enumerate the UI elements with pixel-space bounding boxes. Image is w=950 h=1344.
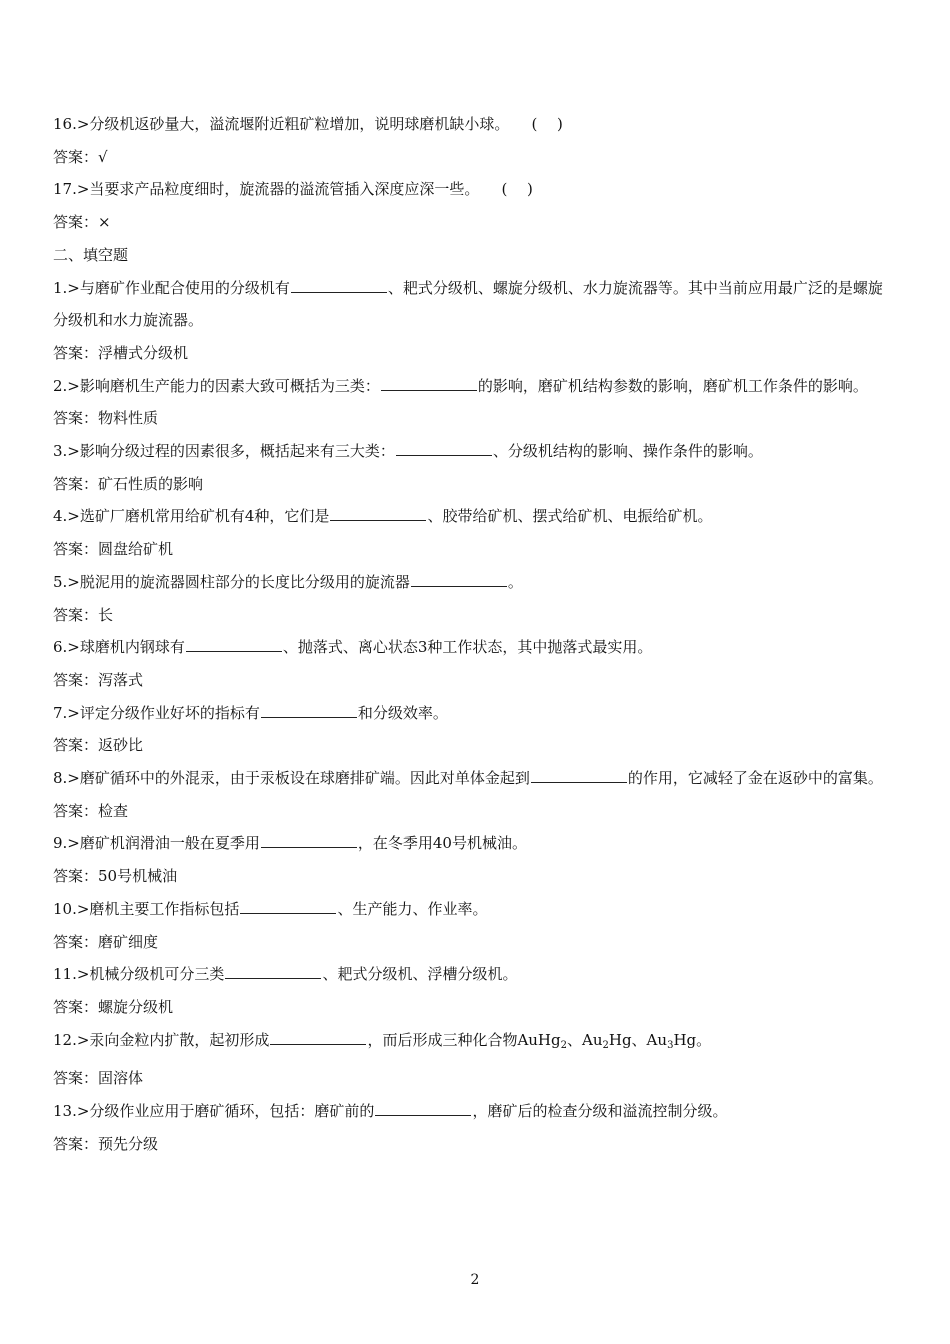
page-number: 2 <box>470 1272 480 1288</box>
answer-parentheses: ( ) <box>501 180 533 199</box>
answer-blank <box>261 833 357 848</box>
fill-question-4 <box>53 500 893 533</box>
question-text: 和分级效率。 <box>357 703 448 722</box>
question-text: 10.>磨机主要工作指标包括 <box>53 899 240 918</box>
fill-answer-10: 答案：磨矿细度 <box>53 932 159 951</box>
question-text: 、耙式分级机、螺旋分级机、水力旋流器等。其中当前应用最广泛的是螺旋分级机和水力旋流器。 <box>53 278 883 330</box>
answer-blank <box>381 376 477 391</box>
question-text: 、耙式分级机、浮槽分级机。 <box>322 965 518 984</box>
question-text: 、生产能力、作业率。 <box>337 899 488 918</box>
fill-question-8 <box>53 762 893 795</box>
question-text: 1.>与磨矿作业配合使用的分级机有 <box>53 278 290 297</box>
question-text: 、抛落式、离心状态3种工作状态，其中抛落式最实用。 <box>282 638 653 657</box>
fill-question-1 <box>53 272 893 337</box>
question-text: 8.>磨矿循环中的外混汞，由于汞板设在球磨排矿端。因此对单体金起到 <box>53 769 530 788</box>
fill-answer-7: 答案：返砂比 <box>53 736 144 755</box>
answer-blank <box>375 1101 471 1116</box>
fill-answer-4: 答案：圆盘给矿机 <box>53 540 174 559</box>
subscript: 2 <box>602 1039 609 1051</box>
fill-question-3 <box>53 435 893 468</box>
answer-blank <box>186 637 282 652</box>
question-text: 、分级机结构的影响、操作条件的影响。 <box>492 442 763 461</box>
tf-question-16 <box>53 108 893 141</box>
tf-question-17 <box>53 173 893 206</box>
question-text: 4.>选矿厂磨机常用给矿机有4种，它们是 <box>53 507 330 526</box>
answer-blank <box>270 1030 366 1045</box>
fill-question-5 <box>53 566 893 599</box>
answer-blank <box>291 278 387 293</box>
fill-answer-11: 答案：螺旋分级机 <box>53 997 174 1016</box>
answer-blank <box>330 506 426 521</box>
answer-parentheses: ( ) <box>531 115 563 133</box>
question-text: 2.>影响磨机生产能力的因素大致可概括为三类： <box>53 376 380 395</box>
fill-question-12 <box>53 1024 893 1063</box>
question-text: Hg。 <box>673 1030 712 1049</box>
fill-answer-1: 答案：浮槽式分级机 <box>53 343 189 362</box>
question-text: ，磨矿后的检查分级和溢流控制分级。 <box>472 1102 728 1121</box>
question-text: 9.>磨矿机润滑油一般在夏季用 <box>53 834 260 853</box>
question-text: 7.>评定分级作业好坏的指标有 <box>53 703 260 722</box>
question-text: 6.>球磨机内钢球有 <box>53 638 185 657</box>
answer-blank <box>240 899 336 914</box>
fill-question-9 <box>53 827 893 860</box>
question-text: 的作用，它减轻了金在返砂中的富集。 <box>627 769 883 788</box>
answer-blank <box>396 441 492 456</box>
answer-blank <box>411 572 507 587</box>
question-text: 、胶带给矿机、摆式给矿机、电振给矿机。 <box>427 507 713 526</box>
question-text: 13.>分级作业应用于磨矿循环，包括：磨矿前的 <box>53 1102 375 1121</box>
question-text: 5.>脱泥用的旋流器圆柱部分的长度比分级用的旋流器 <box>53 572 410 591</box>
question-text: 3.>影响分级过程的因素很多，概括起来有三大类： <box>53 442 395 461</box>
question-text: ，在冬季用40号机械油。 <box>357 834 527 853</box>
answer-blank <box>531 768 627 783</box>
fill-answer-6: 答案：泻落式 <box>53 670 144 689</box>
answer-blank <box>225 964 321 979</box>
fill-answer-2: 答案：物料性质 <box>53 409 159 428</box>
fill-answer-8: 答案：检查 <box>53 801 129 820</box>
fill-answer-12: 答案：固溶体 <box>53 1069 144 1088</box>
document-body <box>53 108 893 1161</box>
fill-answer-13: 答案：预先分级 <box>53 1134 159 1153</box>
question-text: 16.>分级机返砂量大，溢流堰附近粗矿粒增加，说明球磨机缺小球。 <box>53 115 510 133</box>
question-text: 17.>当要求产品粒度细时，旋流器的溢流管插入深度应深一些。 <box>53 180 480 199</box>
fill-question-11 <box>53 958 893 991</box>
question-text: 的影响，磨矿机结构参数的影响，磨矿机工作条件的影响。 <box>477 376 868 395</box>
fill-question-2 <box>53 370 893 403</box>
fill-question-13 <box>53 1095 893 1128</box>
section-title: 二、填空题 <box>53 245 129 264</box>
question-text: Hg、Au <box>608 1030 668 1049</box>
fill-answer-9: 答案：50号机械油 <box>53 867 178 886</box>
fill-question-10 <box>53 893 893 926</box>
tf-answer-17: 答案：× <box>53 213 111 232</box>
subscript: 3 <box>667 1039 674 1051</box>
fill-answer-5: 答案：长 <box>53 605 114 624</box>
fill-question-7 <box>53 697 893 730</box>
fill-question-6 <box>53 631 893 664</box>
question-text: 12.>汞向金粒内扩散，起初形成 <box>53 1030 270 1049</box>
question-text: 11.>机械分级机可分三类 <box>53 965 225 984</box>
subscript: 2 <box>560 1039 567 1051</box>
fill-answer-3: 答案：矿石性质的影响 <box>53 474 204 493</box>
question-text: 、Au <box>567 1030 603 1049</box>
answer-blank <box>261 703 357 718</box>
tf-answer-16: 答案：√ <box>53 147 108 166</box>
question-text: 。 <box>507 572 523 591</box>
question-text: ，而后形成三种化合物AuHg <box>367 1030 561 1049</box>
